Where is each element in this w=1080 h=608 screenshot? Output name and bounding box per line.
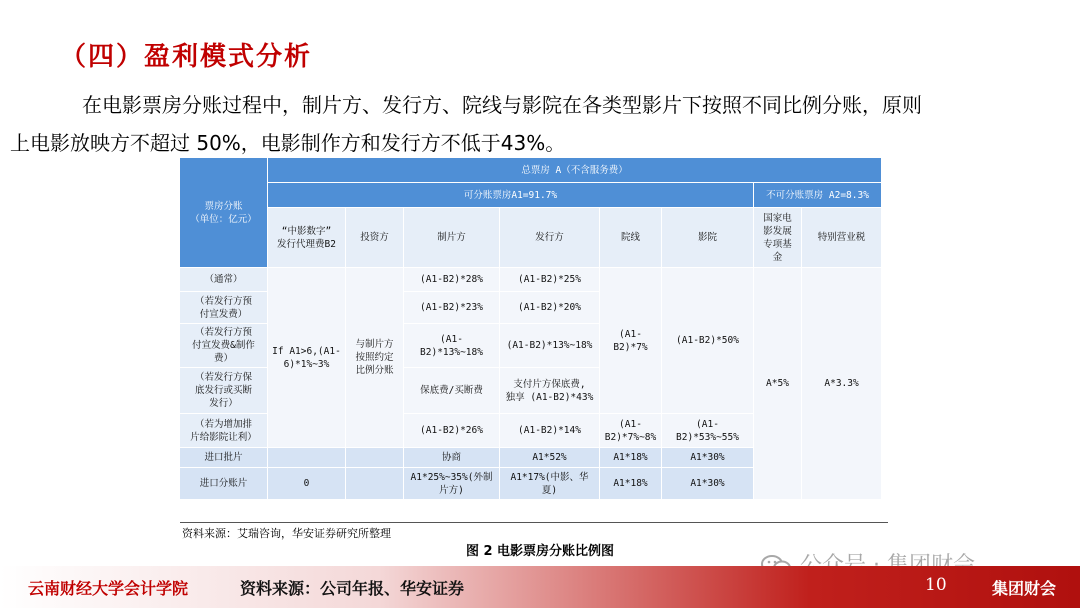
- figure-caption: 图 2 电影票房分账比例图: [465, 544, 615, 559]
- cell-distributor-2: (A1-B2)*20%: [500, 292, 600, 324]
- row-label-concession: （若为增加排 片给影院让利）: [180, 414, 268, 448]
- col-header-fund: 国家电 影发展 专项基 金: [754, 208, 802, 268]
- row-label-import-batch: 进口批片: [180, 448, 268, 468]
- cell-cinema-line-1: (A1- B2)*7%: [600, 268, 662, 414]
- cell-distributor-5: (A1-B2)*14%: [500, 414, 600, 448]
- cell-distributor-3: (A1-B2)*13%~18%: [500, 324, 600, 368]
- cell-cinema-1: (A1-B2)*50%: [662, 268, 754, 414]
- col-header-cinema-line: 院线: [600, 208, 662, 268]
- header-divisible: 可分账票房A1=91.7%: [268, 183, 754, 208]
- cell-import-split-b2: 0: [268, 468, 346, 500]
- cell-producer-2: (A1-B2)*23%: [404, 292, 500, 324]
- cell-import-split-producer: A1*25%~35%(外制 片方): [404, 468, 500, 500]
- cell-producer-4: 保底费/买断费: [404, 368, 500, 414]
- cell-b2-fee: If A1>6,(A1- 6)*1%~3%: [268, 268, 346, 448]
- cell-producer-5: (A1-B2)*26%: [404, 414, 500, 448]
- cell-producer-1: (A1-B2)*28%: [404, 268, 500, 292]
- footer-school: 云南财经大学会计学院: [28, 579, 189, 598]
- row-label-prepay-production: （若发行方预 付宣发费&制作 费）: [180, 324, 268, 368]
- col-header-tax: 特别营业税: [802, 208, 882, 268]
- footer-brand: 集团财会: [992, 579, 1057, 598]
- cell-distributor-4: 支付片方保底费, 独享 (A1-B2)*43%: [500, 368, 600, 414]
- cell-producer-3: (A1- B2)*13%~18%: [404, 324, 500, 368]
- header-non-divisible: 不可分账票房 A2=8.3%: [754, 183, 882, 208]
- header-top-left: 票房分账 （单位：亿元）: [180, 158, 268, 268]
- row-label-guarantee: （若发行方保 底发行或买断 发行）: [180, 368, 268, 414]
- cell-import-batch-line: A1*18%: [600, 448, 662, 468]
- cell-cinema-5: (A1- B2)*53%~55%: [662, 414, 754, 448]
- col-header-producer: 制片方: [404, 208, 500, 268]
- col-header-distributor: 发行方: [500, 208, 600, 268]
- footer-source: 资料来源：公司年报、华安证券: [240, 579, 465, 598]
- row-label-normal: （通常）: [180, 268, 268, 292]
- source-divider: [180, 522, 888, 523]
- cell-import-split-cinema: A1*30%: [662, 468, 754, 500]
- cell-import-split-line: A1*18%: [600, 468, 662, 500]
- cell-import-batch-distributor: A1*52%: [500, 448, 600, 468]
- cell-import-batch-producer: 协商: [404, 448, 500, 468]
- cell-import-batch-b2: [268, 448, 346, 468]
- cell-import-batch-cinema: A1*30%: [662, 448, 754, 468]
- source-note: 资料来源：艾瑞咨询，华安证券研究所整理: [182, 527, 391, 540]
- cell-tax: A*3.3%: [802, 268, 882, 500]
- cell-import-split-distributor: A1*17%(中影、华 夏): [500, 468, 600, 500]
- col-header-b2: “中影数字” 发行代理费B2: [268, 208, 346, 268]
- cell-fund: A*5%: [754, 268, 802, 500]
- cell-import-split-investor: [346, 468, 404, 500]
- paragraph-line-1: 在电影票房分账过程中，制片方、发行方、院线与影院在各类型影片下按照不同比例分账，原则: [82, 93, 922, 117]
- row-label-import-split: 进口分账片: [180, 468, 268, 500]
- section-title: （四）盈利模式分析: [60, 42, 313, 72]
- cell-cinema-line-5: (A1- B2)*7%~8%: [600, 414, 662, 448]
- col-header-cinema: 影院: [662, 208, 754, 268]
- col-header-investor: 投资方: [346, 208, 404, 268]
- row-label-prepay-promo: （若发行方预 付宣发费）: [180, 292, 268, 324]
- cell-investor: 与制片方 按照约定 比例分账: [346, 268, 404, 448]
- paragraph-line-2: 上电影放映方不超过 50%，电影制作方和发行方不低于43%。: [10, 131, 566, 155]
- cell-import-batch-investor: [346, 448, 404, 468]
- cell-distributor-1: (A1-B2)*25%: [500, 268, 600, 292]
- page-number: 10: [925, 575, 947, 595]
- intro-paragraph: [10, 86, 1070, 162]
- footer-bar: [0, 566, 1080, 608]
- box-office-split-table: [179, 157, 882, 500]
- header-total-box-office: 总票房 A（不含服务费）: [268, 158, 882, 183]
